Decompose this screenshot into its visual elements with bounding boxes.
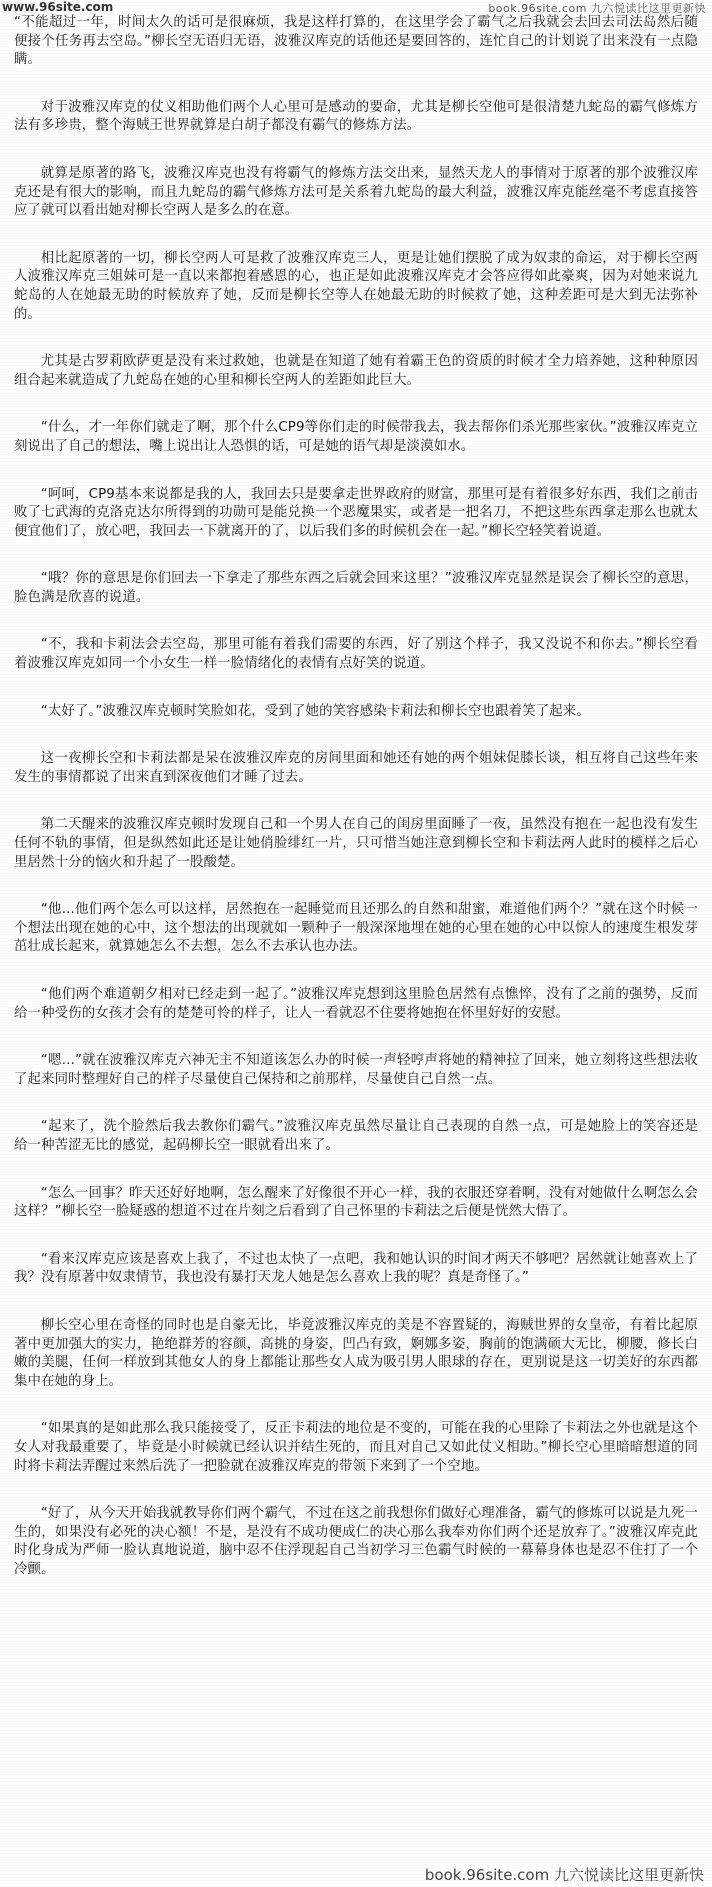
paragraph: 就算是原著的路飞，波雅汉库克也没有将霸气的修炼方法交出来，显然天龙人的事情对于原著的那个波雅汉库克还是有很大的影响，而且九蛇岛的霸气修炼方法可是关系着九蛇岛的最大利益，波雅汉库克能丝毫不考虑直接答应了就可以看出她对柳长空两人是多么的在意。 <box>14 165 698 219</box>
paragraph: “如果真的是如此那么我只能接受了，反正卡莉法的地位是不变的，可能在我的心里除了卡莉法之外也就是这个女人对我最重要了，毕竟是小时候就已经认识并结生死的，而且对自己又如此仗义相助。”柳长空心里暗暗想道的同时将卡莉法弄醒过来然后洗了一把脸就在波雅汉库克的带领下来到了一个空地。 <box>14 1421 698 1474</box>
paragraph: 第二天醒来的波雅汉库克顿时发现自己和一个男人在自己的闺房里面睡了一夜，虽然没有抱在一起也没有发生任何不轨的事情，但是纵然如此还是让她俏脸绯红一片，只可惜当她注意到柳长空和卡莉法两人此时的模样之后心里居然十分的恼火和升起了一股酸楚。 <box>14 817 698 870</box>
paragraph: 相比起原著的一切，柳长空两人可是救了波雅汉库克三人，更是让她们摆脱了成为奴隶的命运，对于柳长空两人波雅汉库克三姐妹可是一直以来都抱着感恩的心，也正是如此波雅汉库克才会答应得如此豪爽，因为对她来说九蛇岛的人在她最无助的时候放弃了她，反而是柳长空等人在她最无助的时候救了她，这种差距可是大到无法弥补的。 <box>14 250 698 322</box>
article-body <box>14 14 698 1608</box>
paragraph: “太好了。”波雅汉库克顿时笑脸如花，受到了她的笑容感染卡莉法和柳长空也跟着笑了起来。 <box>40 703 590 719</box>
paragraph: “不，我和卡莉法会去空岛，那里可能有着我们需要的东西，好了别这个样子，我又没说不和你去。”柳长空看着波雅汉库克如同一个小女生一样一脸情绪化的表情有点好笑的说道。 <box>14 637 698 672</box>
paragraph: “什么，才一年你们就走了啊，那个什么CP9等你们走的时候带我去，我去帮你们杀光那些家伙。”波雅汉库克立刻说出了自己的想法，嘴上说出让人恐惧的话，可是她的语气却是淡漠如水。 <box>14 420 698 454</box>
paragraph: 对于波雅汉库克的仗义相助他们两个人心里可是感动的要命，尤其是柳长空他可是很清楚九蛇岛的霸气修炼方法有多珍贵，整个海贼王世界就算是白胡子都没有霸气的修炼方法。 <box>14 99 698 134</box>
paragraph: “怎么一回事？昨天还好好地啊，怎么醒来了好像很不开心一样，我的衣服还穿着啊，没有对她做什么啊怎么会这样？”柳长空一脸疑惑的想道不过在片刻之后看到了自己怀里的卡莉法之后便是恍然大悟了。 <box>14 1185 698 1220</box>
paragraph: “他们两个难道朝夕相对已经走到一起了。”波雅汉库克想到这里脸色居然有点憔悴，没有了之前的强势，反而给一种受伤的女孩才会有的楚楚可怜的样子，让人一看就忍不住要将她抱在怀里好好的安慰。 <box>14 987 698 1021</box>
paragraph: “不能超过一年，时间太久的话可是很麻烦，我是这样打算的，在这里学会了霸气之后我就会去回去司法岛然后随便接个任务再去空岛。”柳长空无语归无语，波雅汉库克的话他还是要回答的，连忙自己的计划说了出来没有一点隐瞒。 <box>14 15 698 68</box>
site-watermark-top-left[interactable]: www.96site.com <box>2 0 114 14</box>
paragraph: 这一夜柳长空和卡莉法都是呆在波雅汉库克的房间里面和她还有她的两个姐妹促膝长谈，相互将自己这些年来发生的事情都说了出来直到深夜他们才睡了过去。 <box>14 751 698 785</box>
paragraph: 柳长空心里在奇怪的同时也是自豪无比，毕竟波雅汉库克的美是不容置疑的，海贼世界的女皇帝，有着比起原著中更加强大的实力，艳绝群芳的容颜，高挑的身姿，凹凸有致，婀娜多姿，胸前的饱满硕大无比，柳腰，修长白嫩的美腿，任何一样放到其他女人的身上都能让那些女人成为吸引男人眼球的存在，更别说是这一切美好的东西都集中在她的身上。 <box>14 1317 698 1389</box>
paragraph: 尤其是古罗莉欧萨更是没有来过救她，也就是在知道了她有着霸王色的资质的时候才全力培养她，这种种原因组合起来就造成了九蛇岛在她的心里和柳长空两人的差距如此巨大。 <box>14 354 698 388</box>
paragraph: “起来了，洗个脸然后我去教你们霸气。”波雅汉库克虽然尽量让自己表现的自然一点，可是她脸上的笑容还是给一种苦涩无比的感觉，起码柳长空一眼就看出来了。 <box>14 1119 698 1153</box>
paragraph: “看来汉库克应该是喜欢上我了，不过也太快了一点吧，我和她认识的时间才两天不够吧？居然就让她喜欢上了我？没有原著中奴隶情节，我也没有暴打天龙人她是怎么喜欢上我的呢？真是奇怪了。” <box>14 1251 698 1286</box>
site-watermark-top-right[interactable]: book.96site.com 九六悦读比这里更新快 <box>488 2 706 15</box>
paragraph: “呵呵，CP9基本来说都是我的人，我回去只是要拿走世界政府的财富，那里可是有着很多好东西，我们之前击败了七武海的克洛克达尔所得到的功勋可是能兑换一个恶魔果实，或者是一把名刀，不把这些东西拿走那么也就太便宜他们了，放心吧，我回去一下就离开的了，以后我们多的时候机会在一起。”柳长空轻笑着说道。 <box>14 486 698 539</box>
paragraph: “哦？你的意思是你们回去一下拿走了那些东西之后就会回来这里？”波雅汉库克显然是误会了柳长空的意思，脸色满是欣喜的说道。 <box>14 571 698 605</box>
site-watermark-bottom[interactable]: book.96site.com 九六悦读比这里更新快 <box>424 1866 704 1884</box>
paragraph: “好了，从今天开始我就教导你们两个霸气，不过在这之前我想你们做好心理准备，霸气的修炼可以说是九死一生的，如果没有必死的决心额！不是，是没有不成功便成仁的决心那么我奉劝你们两个还是放弃了。”波雅汉库克此时化身成为严师一脸认真地说道，脑中忍不住浮现起自己当初学习三色霸气时候的一幕幕身体也是忍不住打了一个冷颤。 <box>14 1506 698 1577</box>
paragraph: “他...他们两个怎么可以这样，居然抱在一起睡觉而且还那么的自然和甜蜜，难道他们两个？”就在这个时候一个想法出现在她的心中，这个想法的出现就如一颗种子一般深深地埋在她的心里在她的心中以惊人的速度生根发芽茁壮成长起来，就算她怎么不去想，怎么不去承认也办法。 <box>14 902 698 955</box>
paragraph: “嗯...”就在波雅汉库克六神无主不知道该怎么办的时候一声轻哼声将她的精神拉了回来，她立刻将这些想法收了起来同时整理好自己的样子尽量使自己保持和之前那样，尽量使自己自然一点。 <box>14 1053 698 1087</box>
